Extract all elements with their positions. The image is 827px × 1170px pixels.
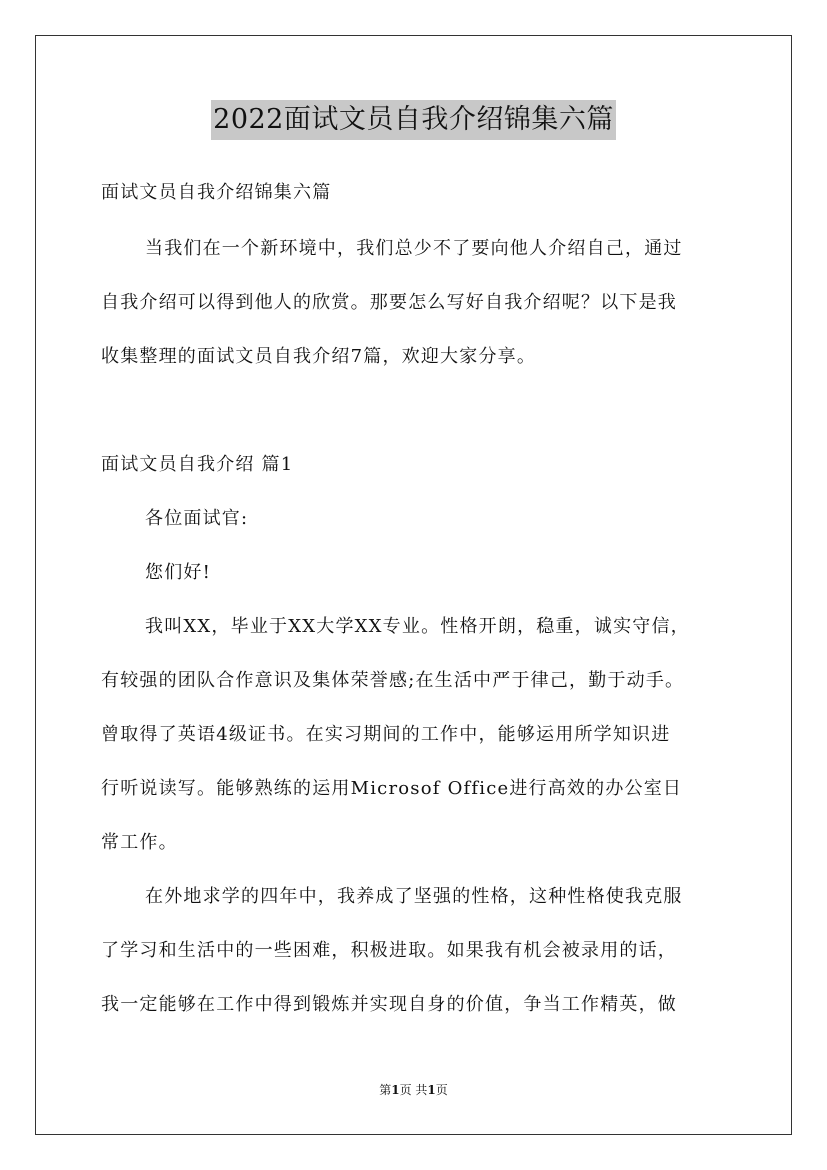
para1-line-5: 常工作。 (101, 832, 178, 853)
title-container (0, 100, 827, 140)
para1-line-4: 行听说读写。能够熟练的运用Microsof Office进行高效的办公室日 (101, 778, 683, 799)
para2-line-1: 在外地求学的四年中，我养成了坚强的性格，这种性格使我克服 (145, 886, 683, 907)
footer-prefix: 第 (379, 1083, 392, 1097)
intro-line-3: 收集整理的面试文员自我介绍7篇，欢迎大家分享。 (101, 346, 537, 367)
footer-suffix: 页 (435, 1083, 448, 1097)
para1-line-2: 有较强的团队合作意识及集体荣誉感;在生活中严于律己，勤于动手。 (101, 670, 685, 691)
footer-page-number: 1 (391, 1083, 400, 1097)
intro-line-1: 当我们在一个新环境中，我们总少不了要向他人介绍自己，通过 (145, 238, 683, 259)
footer-page-total: 1 (427, 1083, 436, 1097)
intro-line-2: 自我介绍可以得到他人的欣赏。那要怎么写好自我介绍呢？以下是我 (101, 292, 677, 313)
document-title: 2022面试文员自我介绍锦集六篇 (211, 100, 616, 140)
page-footer (0, 1082, 827, 1098)
para2-line-3: 我一定能够在工作中得到锻炼并实现自身的价值，争当工作精英，做 (101, 994, 677, 1015)
para1-line-1: 我叫XX，毕业于XX大学XX专业。性格开朗，稳重，诚实守信， (145, 616, 690, 637)
para2-line-2: 了学习和生活中的一些困难，积极进取。如果我有机会被录用的话， (101, 940, 677, 961)
document-subtitle: 面试文员自我介绍锦集六篇 (101, 182, 332, 203)
greeting: 各位面试官: (145, 508, 249, 529)
para1-line-3: 曾取得了英语4级证书。在实习期间的工作中，能够运用所学知识进 (101, 724, 671, 745)
section-heading: 面试文员自我介绍 篇1 (101, 454, 294, 475)
hello: 您们好! (145, 562, 212, 583)
footer-mid: 页 共 (399, 1083, 428, 1097)
